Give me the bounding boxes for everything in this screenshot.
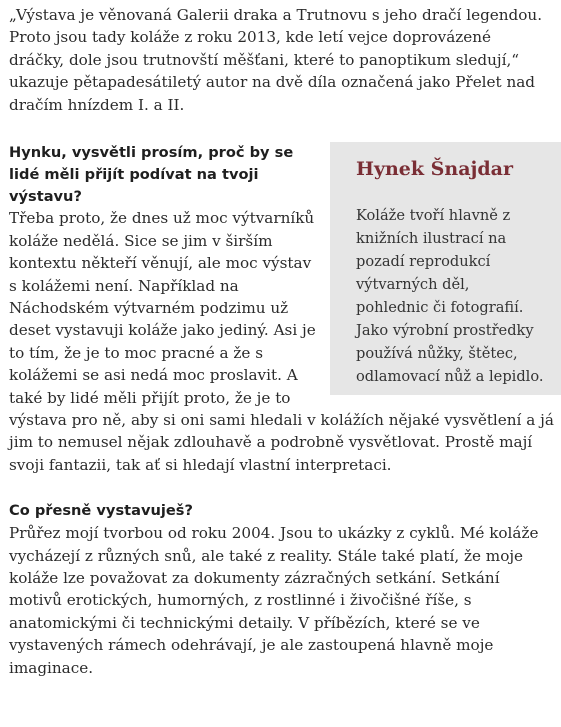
qa-section-1 xyxy=(9,142,557,476)
question-2: Co přesně vystavuješ? xyxy=(9,502,193,520)
answer-1: Třeba proto, že dnes už moc výtvarníků koláže nedělá. Sice se jim v širším kontextu někteří věnují, ale moc výstav s kolážemi není. Například na Náchodském výtvarném podzimu už deset vystavuji koláže jako jediný. Asi je to tím, že je to moc pracné a že s kolážemi se asi nedá moc proslavit. A také by lidé měli přijít proto, že je to výstava pro ně, aby si oni sami hledali v kolážích nějaké vysvětlení a já jim to nemusel nějak zdlouhavě a podrobně vysvětlovat. Prostě mají svoji fantazii, tak ať si hledají vlastní interpretaci. xyxy=(9,209,554,474)
answer-2: Průřez mojí tvorbou od roku 2004. Jsou to ukázky z cyklů. Mé koláže vycházejí z různých snů, ale také z reality. Stále také platí, že moje koláže lze považovat za dokumenty zázračných setkání. Setkání motivů erotických, humorných, z rostlinné i živočišné říše, s anatomickými či technickými detaily. V příbězích, které se ve vystavených rámech odehrávají, je ale zastoupená hlavně moje imaginace. xyxy=(9,524,539,677)
sidebar-box xyxy=(330,142,561,395)
qa-section-2 xyxy=(9,500,557,679)
sidebar-title: Hynek Šnajdar xyxy=(356,158,514,181)
article-body xyxy=(9,4,557,679)
sidebar-text: Koláže tvoří hlavně z knižních ilustrací na pozadí reprodukcí výtvarných děl, pohlednic či fotografií. Jako výrobní prostředky používá nůžky, štětec, odlamovací nůž a lepidlo. xyxy=(356,207,544,386)
question-1: Hynku, vysvětli prosím, proč by se lidé měli přijít podívat na tvoji výstavu? xyxy=(9,144,294,205)
intro-paragraph: „Výstava je věnovaná Galerii draka a Trutnovu s jeho dračí legendou. Proto jsou tady koláže z roku 2013, kde letí vejce doprovázené dráčky, dole jsou trutnovští měšťani, které to panoptikum sledují,“ ukazuje pětapadesátiletý autor na dvě díla označená jako Přelet nad dračím hnízdem I. a II. xyxy=(9,6,543,114)
